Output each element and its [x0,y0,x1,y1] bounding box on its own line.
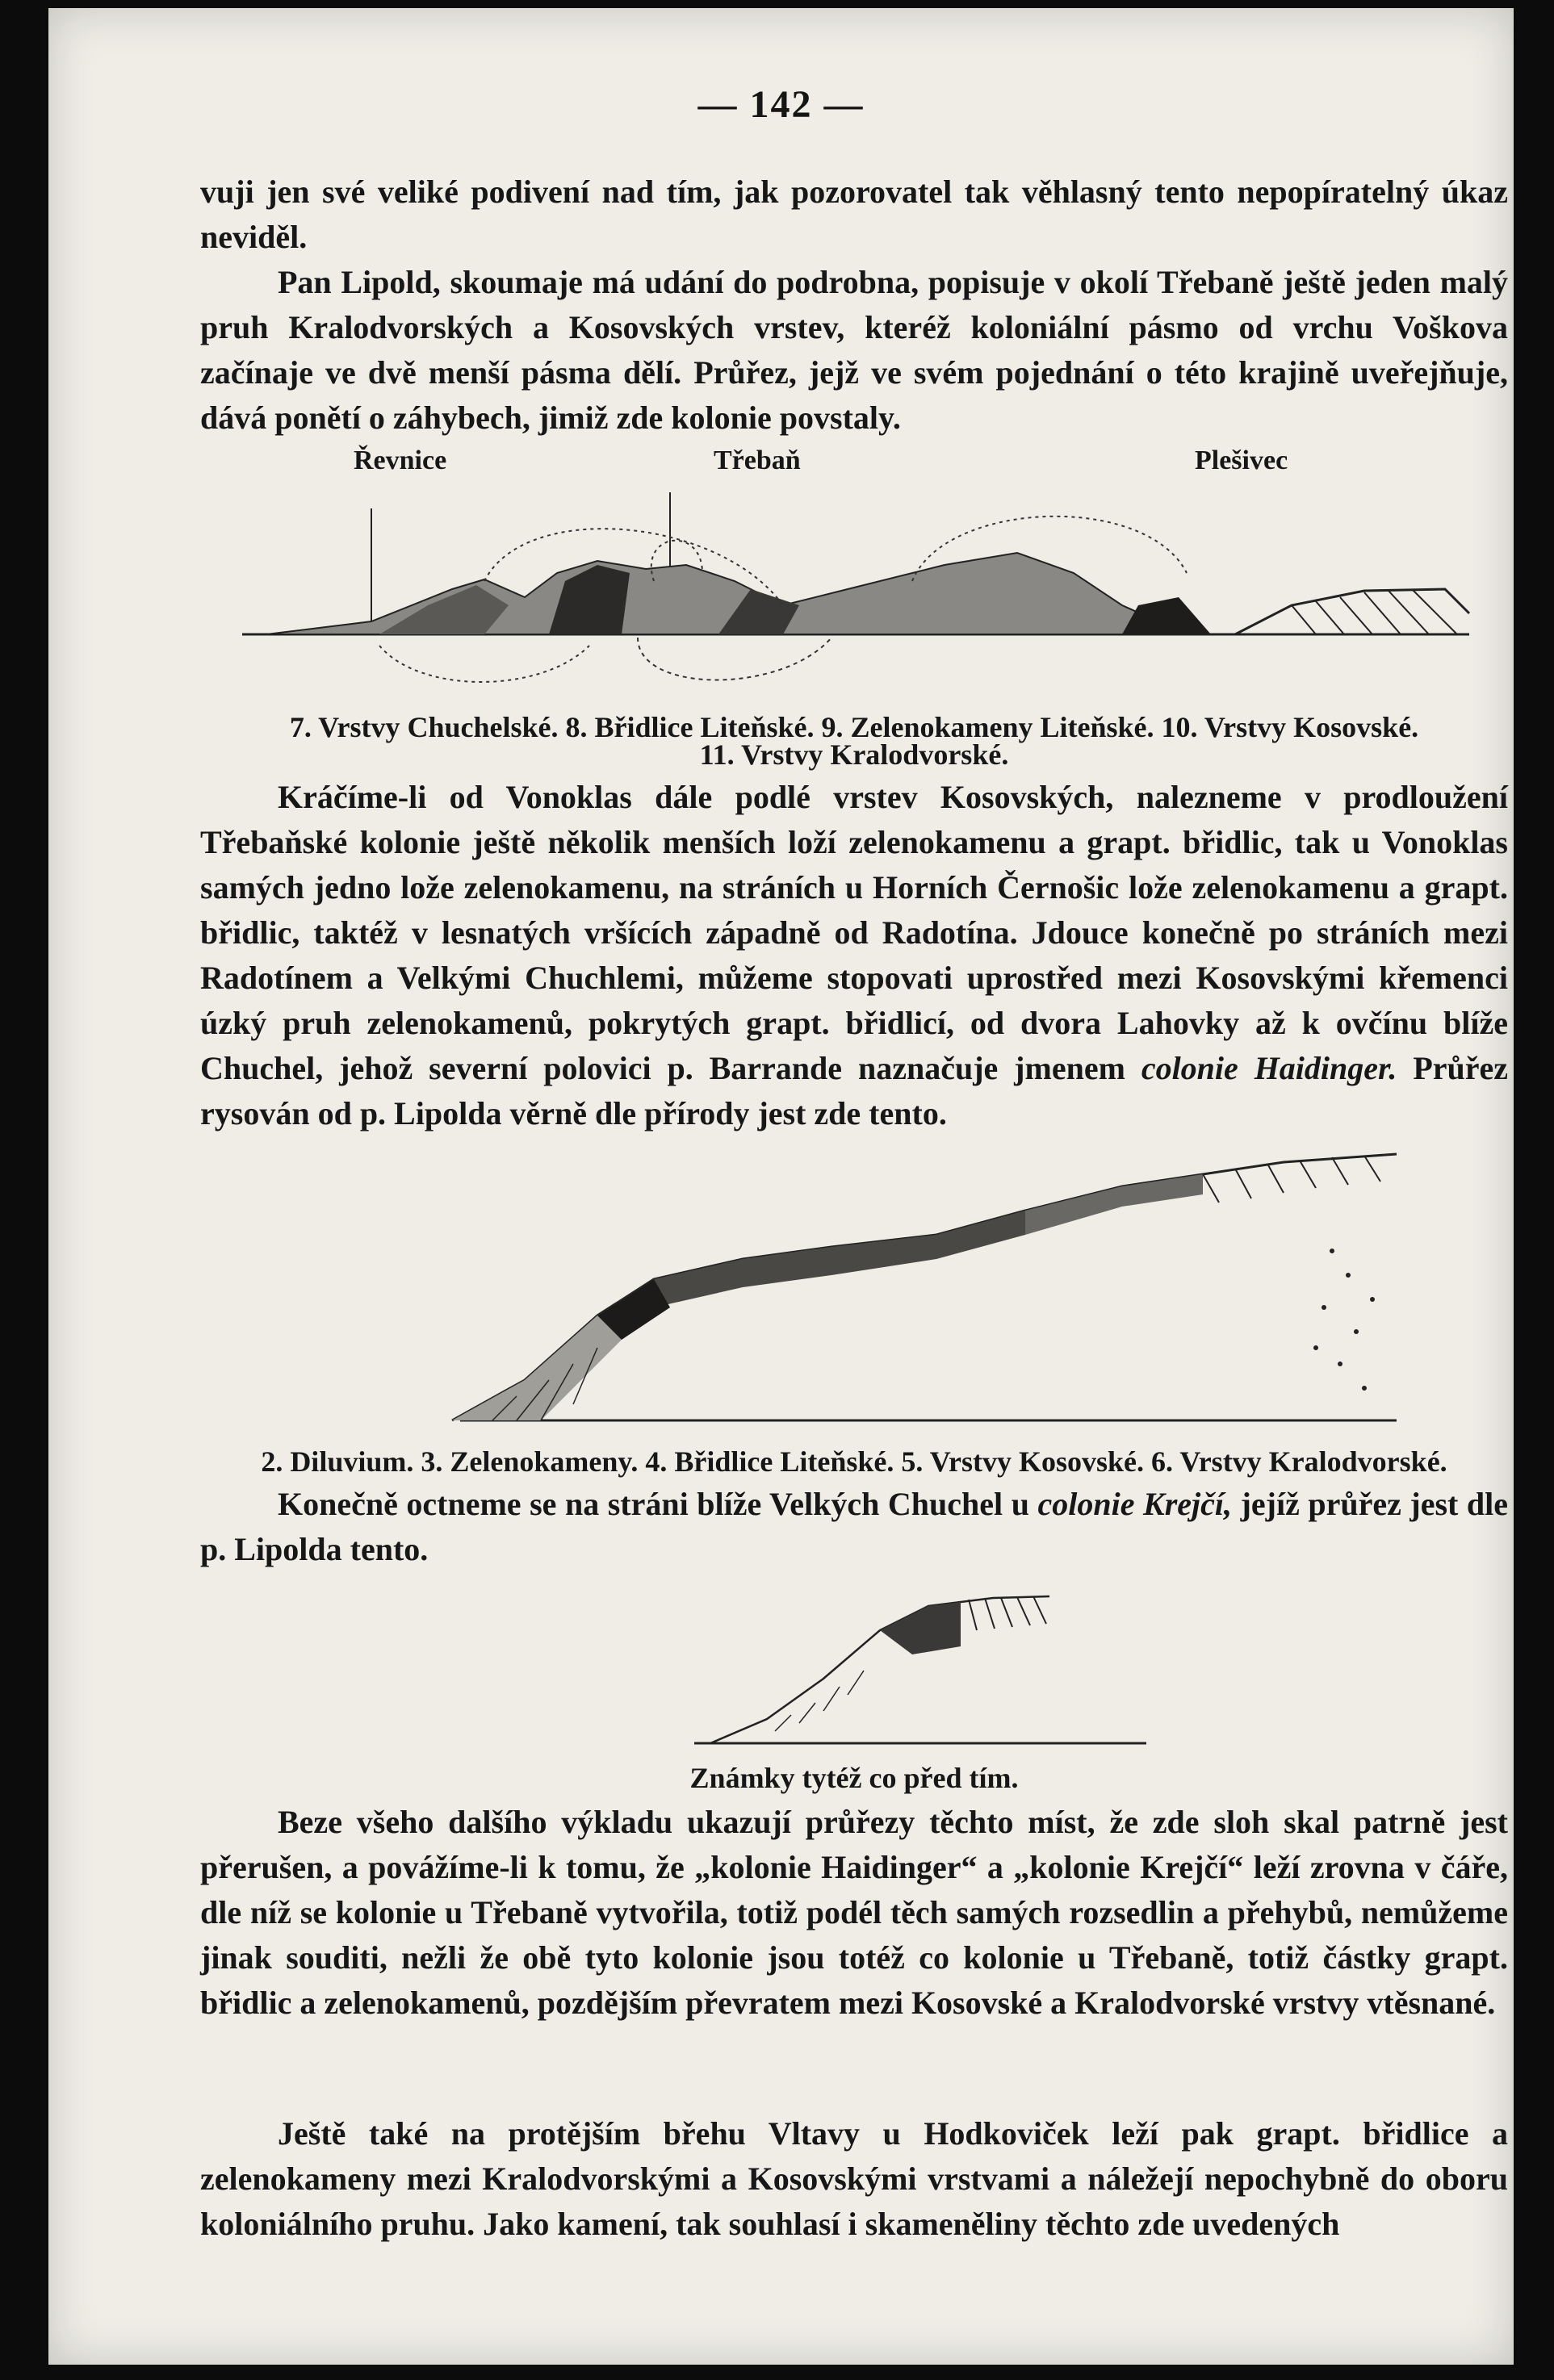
paragraph-2: Pan Lipold, skoumaje má udání do podrobna, popisuje v okolí Třebaně ještě jeden malý pruh Kralodvorských a Kosovských vrstev, kteréž koloniální pásmo od vrchu Voškova začínaje ve dvě menší pásma dělí. Průřez, jejž ve svém pojednání o této krajině uveřejňuje, dává ponětí o záhybech, jimiž zde kolonie povstaly. [200,264,1508,436]
figure1-caption-line1: 7. Vrstvy Chuchelské. 8. Břidlice Liteňské. 9. Zelenokameny Liteňské. 10. Vrstvy Kosovské. [289,711,1419,743]
paragraph-5: Beze všeho dalšího výkladu ukazují průřezy těchto míst, že zde sloh skal patrně jest přerušen, a povážíme-li k tomu, že „kolonie Haidinger“ a „kolonie Krejčí“ leží zrovna v čáře, dle níž se kolonie u Třebaně vytvořila, totiž podél těch samých rozsedlin a přehybů, nemůžeme jinak souditi, nežli že obě tyto kolonie jsou totéž co kolonie u Třebaně, totiž částky grapt. břidlic a zelenokamenů, pozdějším převratem mezi Kosovské a Kralodvorské vrstvy vtěsnané. [200,1804,1508,2021]
colonie-haidinger: colonie Haidinger. [1141,1050,1397,1086]
paragraph-4-before: Konečně octneme se na stráni blíže Velkých Chuchel u [278,1486,1029,1522]
paragraph-4 [200,1482,1508,1572]
figure1-label-revnice: Řevnice [354,445,447,475]
figure3-caption: Známky tytéž co před tím. [689,1762,1019,1794]
colonie-krejci: colonie Krejčí, [1037,1486,1233,1522]
paragraph-1: vuji jen své veliké podivení nad tím, jak pozorovatel tak věhlasný tento nepopíratelný úkaz neviděl. [200,174,1508,255]
paragraph-4-after: jejíž průřez jest dle p. Lipolda tento. [200,1486,1509,1567]
scanned-page [48,8,1514,2365]
paragraph-6: Ještě také na protějším břehu Vltavy u Hodkoviček leží pak grapt. břidlice a zelenokameny mezi Kralodvorskými a Kosovskými vrstvami a náležejí nepochybně do oboru koloniálního pruhu. Jako kamení, tak souhlasí i skameněliny těchto zde uvedených [200,2115,1508,2242]
figure1-label-plesivec: Plešivec [1195,445,1288,475]
figure2-cross-section [250,1146,1461,1437]
paragraph-3 [200,775,1508,1136]
figure1-label-treban: Třebaň [714,445,801,475]
paragraph-3-main: Kráčíme-li od Vonoklas dále podlé vrstev Kosovských, nalezneme v prodloužení Třebaňské kolonie ještě několik menších loží zelenokamenu a grapt. břidlic, tak u Vonoklas samých jedno lože zelenokamenu, na stráních u Horních Černošic lože zelenokamenu a grapt. břidlic, taktéž v lesnatých vršících západně od Radotína. Jdouce konečně po stráních mezi Radotínem a Velkými Chuchlemi, můžeme stopovati uprostřed mezi Kosovskými křemenci úzký pruh zelenokamenů, pokrytých grapt. břidlicí, od dvora Lahovky až k ovčínu blíže Chuchel, jehož severní polovici p. Barrande naznačuje jmenem [200,779,1508,1086]
page-number: — 142 — [697,83,865,126]
figure2-caption: 2. Diluvium. 3. Zelenokameny. 4. Břidlice Liteňské. 5. Vrstvy Kosovské. 6. Vrstvy Kralodvorské. [261,1445,1447,1478]
figure1-caption-line2: 11. Vrstvy Kralodvorské. [699,738,1009,771]
figure1-cross-section [218,484,1477,702]
figure3-cross-section [694,1582,1146,1759]
paragraph-3-tail: Průřez rysován od p. Lipolda věrně dle přírody jest zde tento. [200,1050,1509,1131]
